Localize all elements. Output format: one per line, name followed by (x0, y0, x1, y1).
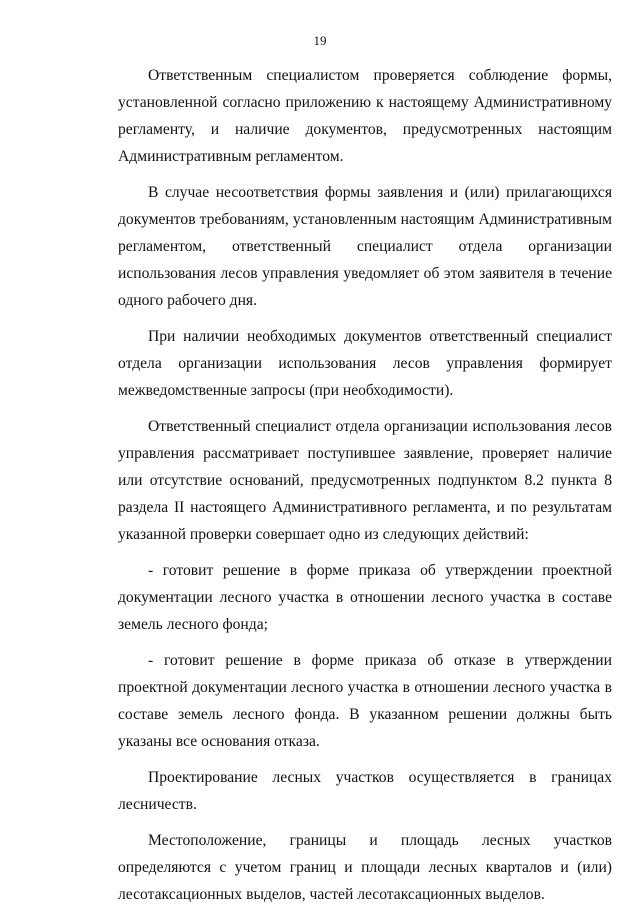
paragraph-application-review: Ответственный специалист отдела организации использования лесов управления рассматривает поступившее заявление, проверяет наличие или отсутствие оснований, предусмотренных подпунктом 8.2 пункта 8 раздела II настоящего Административного регламента, и по результатам указанной проверки совершает одно из следующих действий: (118, 418, 612, 543)
paragraph-interagency-requests: При наличии необходимых документов ответственный специалист отдела организации использования лесов управления формирует межведомственные запросы (при необходимости). (118, 328, 612, 399)
paragraph-location-area: Местоположение, границы и площадь лесных участков определяются с учетом границ и площади лесных кварталов и (или) лесотаксационных выделов, частей лесотаксационных выделов. (118, 832, 612, 903)
paragraph-design-boundaries: Проектирование лесных участков осуществляется в границах лесничеств. (118, 769, 612, 813)
document-body (118, 62, 612, 908)
paragraph-form-check: Ответственным специалистом проверяется соблюдение формы, установленной согласно приложению к настоящему Административному регламенту, и наличие документов, предусмотренных настоящим Административным регламентом. (118, 67, 612, 165)
list-item-approval-decision: - готовит решение в форме приказа об утверждении проектной документации лесного участка в отношении лесного участка в составе земель лесного фонда; (118, 562, 612, 633)
paragraph-nonconformity-notice: В случае несоответствия формы заявления и (или) прилагающихся документов требованиям, установленным настоящим Административным регламентом, ответственный специалист отдела организации использования лесов управления уведомляет об этом заявителя в течение одного рабочего дня. (118, 184, 612, 309)
list-item-refusal-decision: - готовит решение в форме приказа об отказе в утверждении проектной документации лесного участка в отношении лесного участка в составе земель лесного фонда. В указанном решении должны быть указаны все основания отказа. (118, 652, 612, 750)
page-number: 19 (313, 33, 327, 48)
